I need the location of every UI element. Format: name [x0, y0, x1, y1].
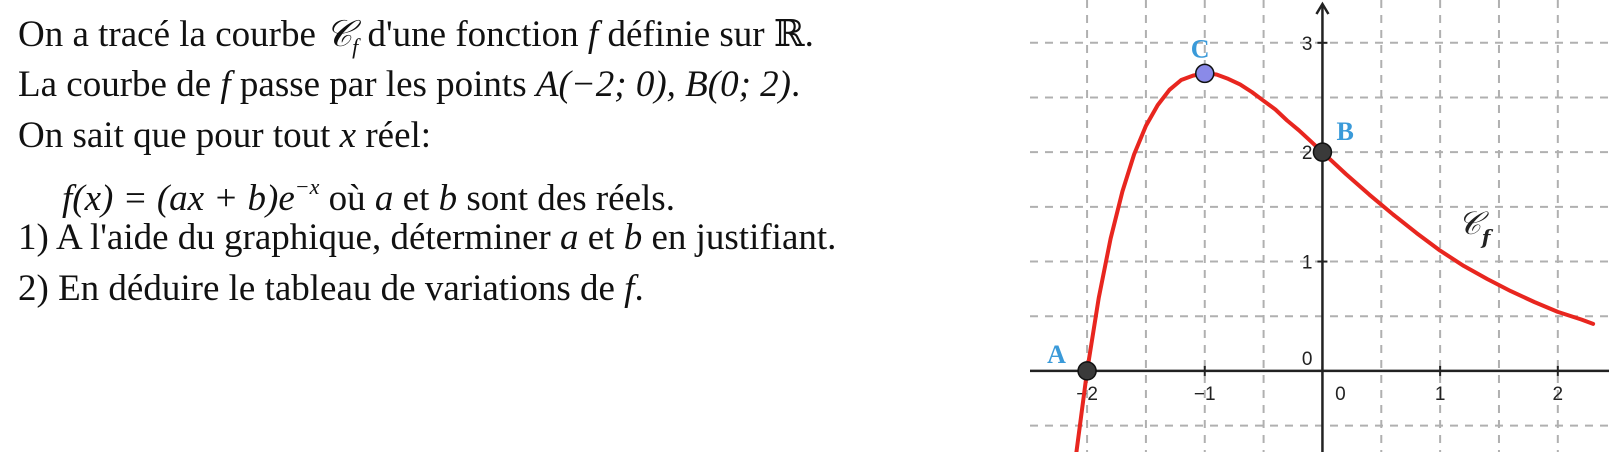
text-segment: La courbe de	[18, 64, 221, 105]
formula-exponent: −x	[294, 174, 320, 199]
math-b: b	[623, 217, 643, 258]
text-segment: en justifiant.	[642, 217, 837, 258]
point-label-b: B	[1336, 117, 1354, 147]
point-b	[1313, 143, 1331, 161]
text-segment: définie sur	[598, 14, 774, 55]
text-segment: et	[578, 217, 624, 258]
math-a: a	[374, 178, 394, 219]
curve-label: 𝒞	[1457, 204, 1482, 243]
question-2	[18, 263, 1018, 314]
y-tick-label: 2	[1301, 143, 1313, 165]
point-label-c: C	[1190, 34, 1210, 64]
graph-svg	[1030, 0, 1609, 452]
x-tick-label: 1	[1434, 383, 1446, 405]
text-segment: On sait que pour tout	[18, 115, 340, 156]
curve-symbol-subscript: f	[352, 34, 359, 59]
math-f: f	[220, 64, 231, 105]
text-segment: .	[790, 64, 801, 105]
math-a: a	[559, 217, 579, 258]
text-segment: et	[393, 178, 439, 219]
math-b: b	[438, 178, 458, 219]
curve-label-subscript: f	[1481, 225, 1491, 250]
formula-line	[18, 161, 1018, 219]
function-graph	[1030, 0, 1609, 452]
point-a	[1078, 362, 1096, 380]
statement-line-3	[18, 110, 1018, 161]
math-f: f	[624, 268, 635, 309]
statement-line-2	[18, 59, 1018, 110]
points-coordinates: A(−2; 0), B(0; 2)	[535, 64, 791, 105]
text-segment: où	[319, 178, 375, 219]
math-x: x	[339, 115, 357, 156]
reals-symbol: ℝ	[773, 14, 805, 55]
curve-symbol: 𝒞	[325, 12, 353, 55]
text-segment: 1) A l'aide du graphique, déterminer	[18, 217, 560, 258]
statement-line-1	[18, 8, 1018, 59]
text-segment: d'une fonction	[358, 14, 588, 55]
text-segment: On a tracé la courbe	[18, 14, 326, 55]
exercise-text	[18, 8, 1018, 314]
y-tick-label: 3	[1301, 33, 1313, 55]
y-tick-label: 1	[1301, 252, 1313, 274]
x-tick-label: −1	[1193, 383, 1216, 405]
text-segment: 2) En déduire le tableau de variations de	[18, 268, 625, 309]
text-segment: .	[804, 14, 814, 55]
x-tick-label: 2	[1552, 383, 1564, 405]
point-label-a: A	[1047, 339, 1066, 369]
y-tick-label: 0	[1301, 348, 1313, 370]
text-segment: passe par les points	[230, 64, 536, 105]
question-1	[18, 212, 1018, 263]
math-f: f	[587, 14, 599, 55]
text-segment: .	[634, 268, 644, 309]
x-tick-label: 0	[1335, 383, 1346, 405]
text-segment: sont des réels.	[457, 178, 675, 219]
formula: f(x) = (ax + b)e	[62, 178, 295, 219]
x-tick-label: −2	[1076, 383, 1098, 405]
point-c	[1196, 64, 1214, 82]
text-segment: réel:	[356, 115, 432, 156]
